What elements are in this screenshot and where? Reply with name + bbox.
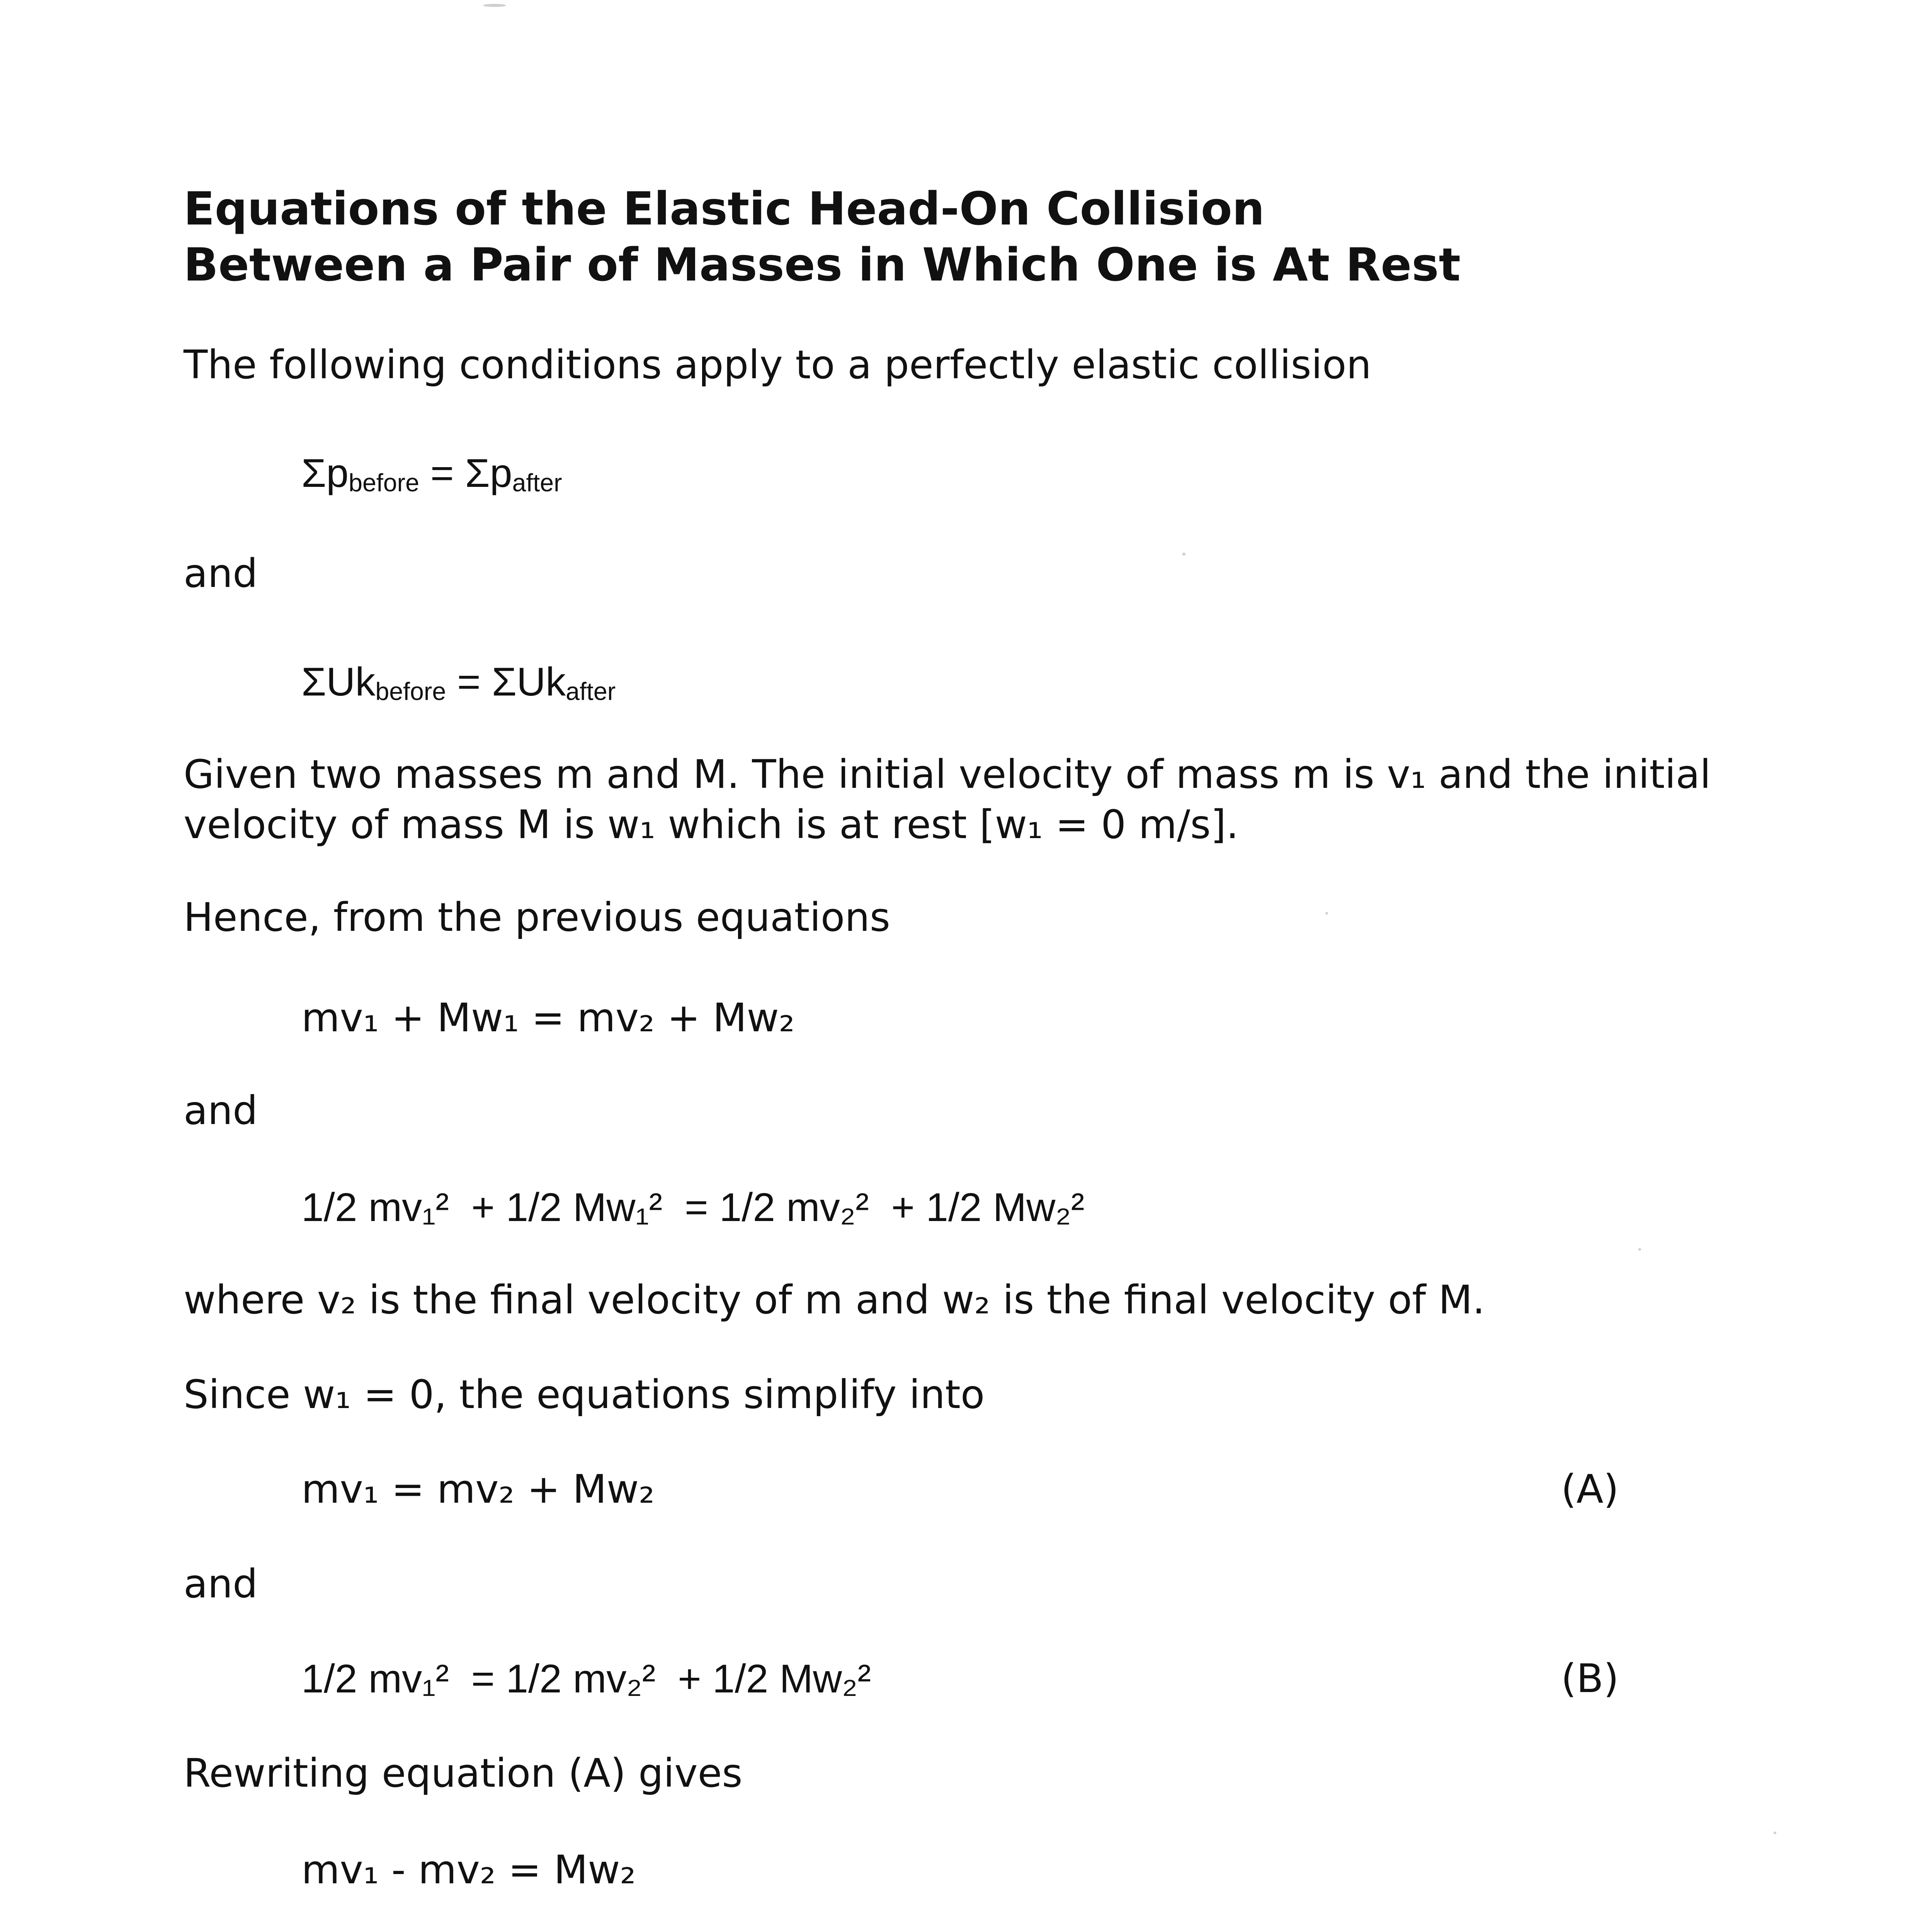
equation-b: 1/2 mv₁² = 1/2 mv₂² + 1/2 Mw₂² [301,1656,871,1701]
scan-speck [1774,1832,1776,1834]
momentum-lhs-subscript: before [349,469,419,497]
energy-equals: = [446,660,492,704]
momentum-rhs-symbol: Σp [465,451,512,496]
equation-a: mv₁ = mv₂ + Mw₂ [301,1466,655,1512]
since-text: Since w₁ = 0, the equations simplify into [184,1372,985,1418]
and-text-2: and [184,1088,258,1134]
momentum-equals: = [419,451,465,496]
scan-speck [1638,1248,1641,1251]
energy-conservation-equation [301,657,616,717]
energy-lhs-symbol: ΣUk [301,660,376,704]
scan-speck [483,4,506,7]
momentum-conservation-equation [301,448,562,508]
momentum-lhs-symbol: Σp [301,451,349,496]
hence-text: Hence, from the previous equations [184,895,891,940]
and-text-3: and [184,1561,258,1607]
equation-a-label: (A) [1561,1466,1619,1512]
energy-lhs-subscript: before [375,677,446,706]
title-line-1: Equations of the Elastic Head-On Collision [184,182,1265,235]
equation-a-rewritten: mv₁ - mv₂ = Mw₂ [301,1847,636,1893]
energy-equation-full: 1/2 mv₁² + 1/2 Mw₁² = 1/2 mv₂² + 1/2 Mw₂² [301,1185,1085,1230]
scan-speck [1325,912,1328,915]
title-line-2: Between a Pair of Masses in Which One is At Rest [184,238,1461,291]
rewrite-a-text: Rewriting equation (A) gives [184,1750,743,1796]
momentum-rhs-subscript: after [512,469,562,497]
scan-speck [1182,553,1185,556]
momentum-equation-full: mv₁ + Mw₁ = mv₂ + Mw₂ [301,995,795,1041]
given-text-line-1: Given two masses m and M. The initial velocity of mass m is v₁ and the initial [184,752,1711,798]
where-text: where v₂ is the final velocity of m and w₂ is the final velocity of M. [184,1277,1485,1323]
intro-text: The following conditions apply to a perfectly elastic collision [184,342,1372,388]
energy-rhs-subscript: after [566,677,616,706]
equation-b-label: (B) [1561,1656,1619,1702]
and-text-1: and [184,551,258,597]
energy-rhs-symbol: ΣUk [492,660,566,704]
given-text-line-2: velocity of mass M is w₁ which is at rest [w₁ = 0 m/s]. [184,802,1239,848]
